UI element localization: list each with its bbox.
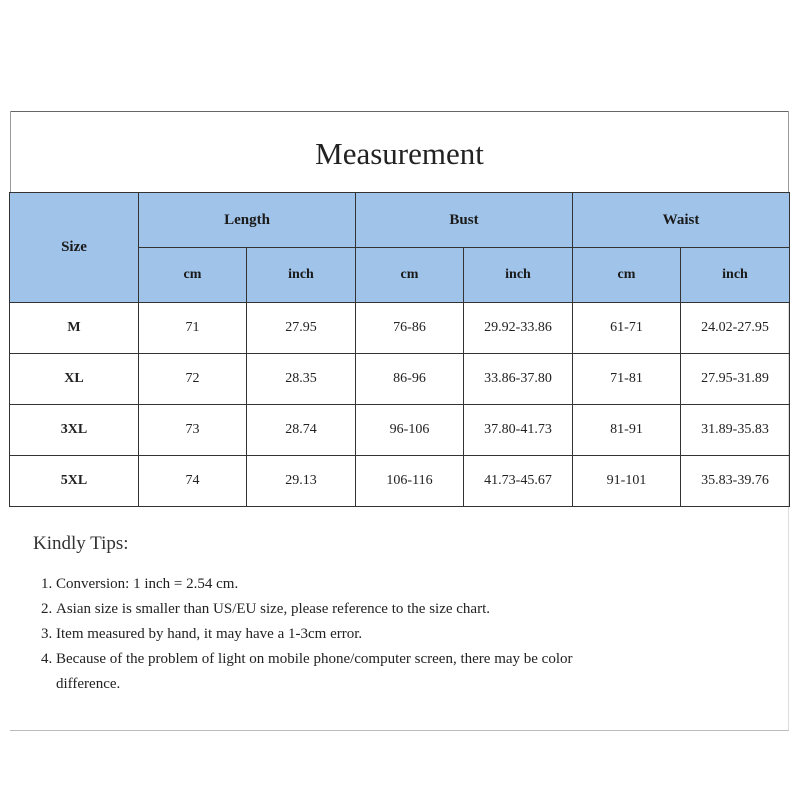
table-cell: 73 bbox=[139, 405, 247, 456]
table-row bbox=[10, 354, 790, 405]
bust-header: Bust bbox=[356, 193, 573, 248]
size-cell: 3XL bbox=[10, 405, 139, 456]
unit-header: inch bbox=[464, 248, 573, 303]
table-cell: 33.86-37.80 bbox=[464, 354, 573, 405]
table-cell: 27.95-31.89 bbox=[681, 354, 790, 405]
size-cell: 5XL bbox=[10, 456, 139, 507]
table-cell: 35.83-39.76 bbox=[681, 456, 790, 507]
table-row bbox=[10, 303, 790, 354]
table-cell: 27.95 bbox=[247, 303, 356, 354]
table-cell: 29.13 bbox=[247, 456, 356, 507]
unit-header: inch bbox=[247, 248, 356, 303]
page-title: Measurement bbox=[315, 136, 484, 171]
title-box bbox=[10, 111, 789, 192]
unit-header: cm bbox=[139, 248, 247, 303]
tip-item: 1. Conversion: 1 inch = 2.54 cm. bbox=[56, 572, 773, 597]
waist-header: Waist bbox=[573, 193, 790, 248]
tips-section bbox=[33, 533, 773, 697]
table-cell: 76-86 bbox=[356, 303, 464, 354]
table-cell: 91-101 bbox=[573, 456, 681, 507]
tip-item: 3. Item measured by hand, it may have a 1-3cm error. bbox=[56, 622, 773, 647]
tip-item: 4. Because of the problem of light on mobile phone/computer screen, there may be color difference. bbox=[56, 647, 596, 697]
table-cell: 28.74 bbox=[247, 405, 356, 456]
table-cell: 71-81 bbox=[573, 354, 681, 405]
table-cell: 28.35 bbox=[247, 354, 356, 405]
table-cell: 81-91 bbox=[573, 405, 681, 456]
table-cell: 71 bbox=[139, 303, 247, 354]
table-cell: 72 bbox=[139, 354, 247, 405]
size-chart-table bbox=[9, 192, 790, 507]
tip-item: 2. Asian size is smaller than US/EU size, please reference to the size chart. bbox=[56, 597, 773, 622]
table-cell: 96-106 bbox=[356, 405, 464, 456]
table-cell: 31.89-35.83 bbox=[681, 405, 790, 456]
table-cell: 24.02-27.95 bbox=[681, 303, 790, 354]
size-header: Size bbox=[10, 193, 139, 303]
unit-header: cm bbox=[356, 248, 464, 303]
table-cell: 41.73-45.67 bbox=[464, 456, 573, 507]
size-cell: M bbox=[10, 303, 139, 354]
table-cell: 29.92-33.86 bbox=[464, 303, 573, 354]
table-cell: 106-116 bbox=[356, 456, 464, 507]
table-row bbox=[10, 405, 790, 456]
unit-header: cm bbox=[573, 248, 681, 303]
unit-header: inch bbox=[681, 248, 790, 303]
tips-list bbox=[33, 572, 773, 697]
table-cell: 37.80-41.73 bbox=[464, 405, 573, 456]
table-cell: 86-96 bbox=[356, 354, 464, 405]
table-row bbox=[10, 456, 790, 507]
table-cell: 74 bbox=[139, 456, 247, 507]
length-header: Length bbox=[139, 193, 356, 248]
size-cell: XL bbox=[10, 354, 139, 405]
table-cell: 61-71 bbox=[573, 303, 681, 354]
header-row-groups bbox=[10, 193, 790, 248]
tips-title: Kindly Tips: bbox=[33, 533, 129, 554]
